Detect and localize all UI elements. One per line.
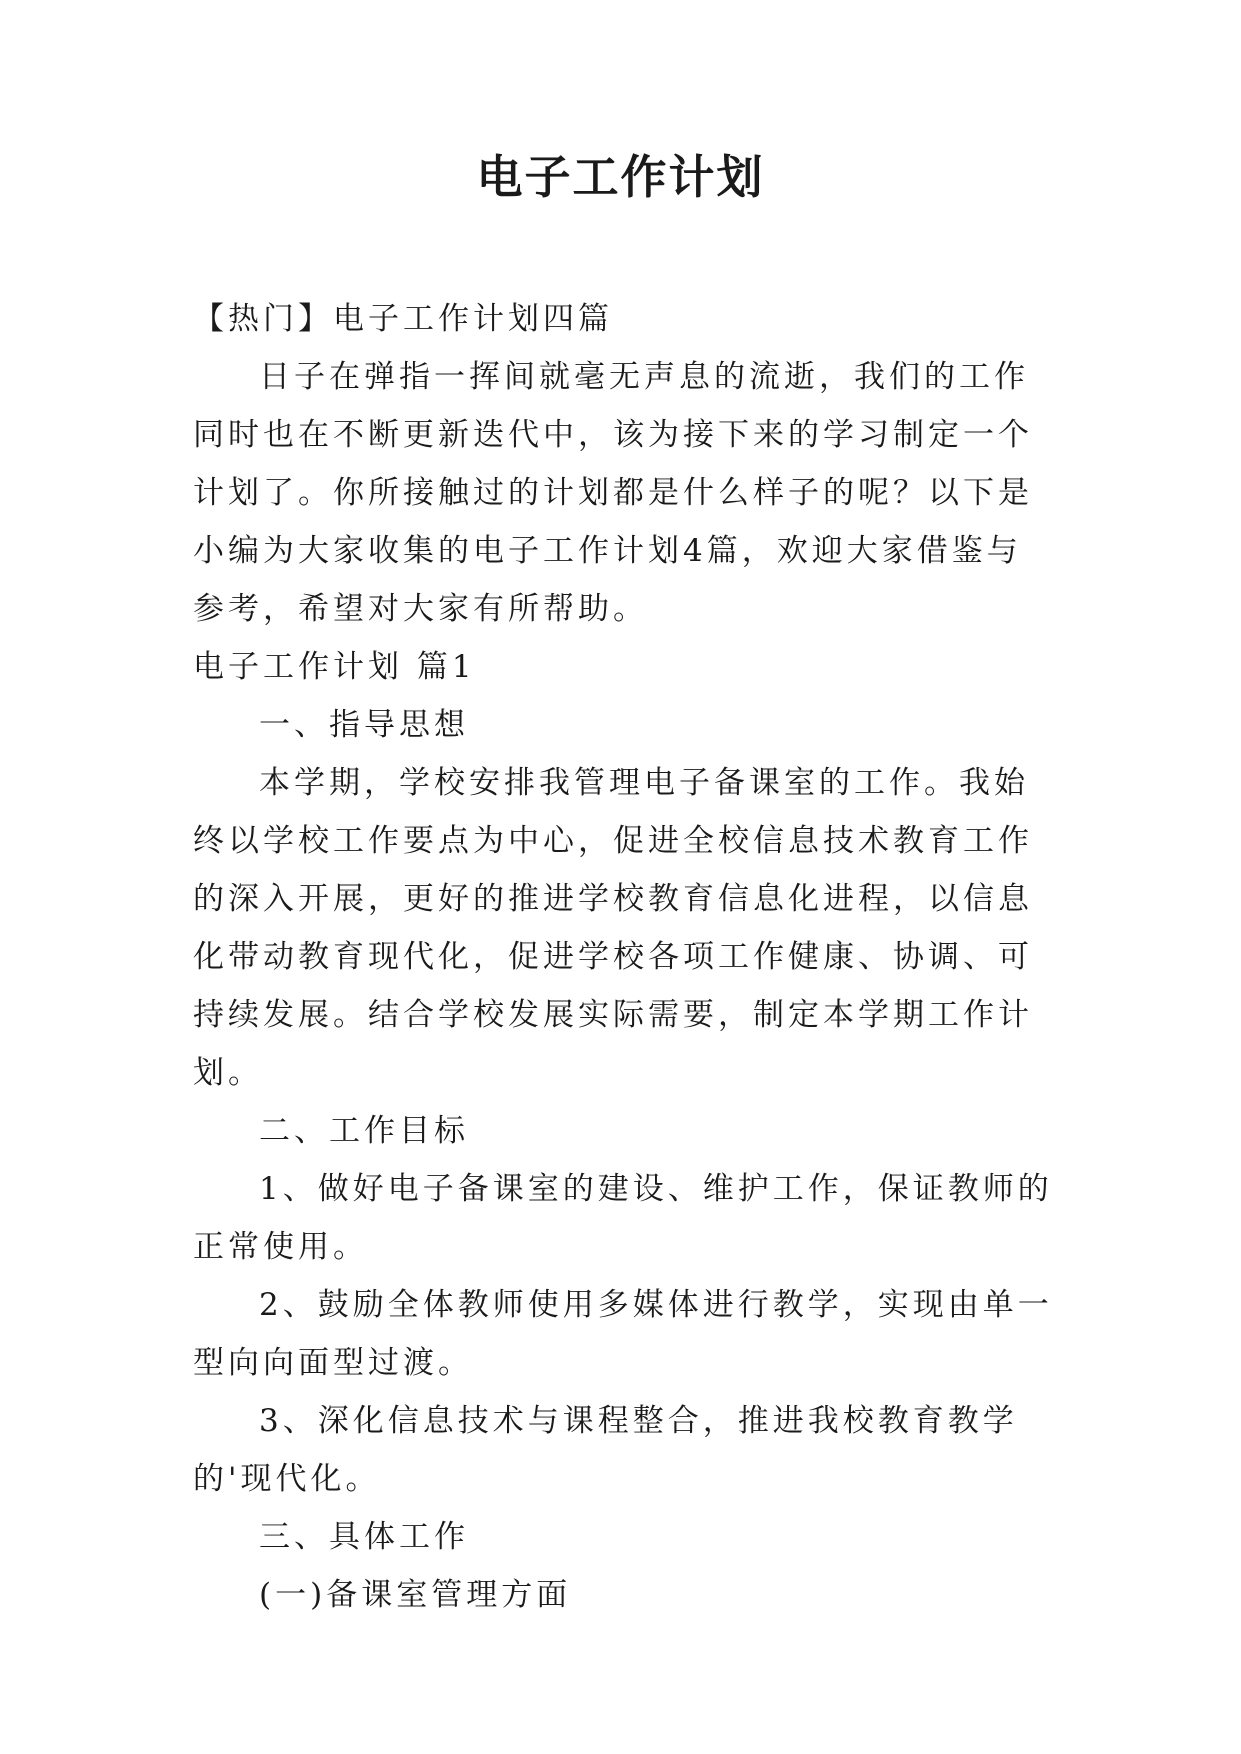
goal-item-1: 1、做好电子备课室的建设、维护工作，保证教师的正常使用。 [193,1171,1053,1265]
subheading-prep-room-management: (一)备课室管理方面 [259,1577,572,1613]
document-body [193,290,1053,1624]
goal-item-2: 2、鼓励全体教师使用多媒体进行教学，实现由单一型向向面型过渡。 [193,1287,1053,1381]
heading-specific-work: 三、具体工作 [259,1519,469,1555]
intro-paragraph: 日子在弹指一挥间就毫无声息的流逝，我们的工作同时也在不断更新迭代中，该为接下来的学习制定一个计划了。你所接触过的计划都是什么样子的呢？以下是小编为大家收集的电子工作计划4篇，欢迎大家借鉴与参考，希望对大家有所帮助。 [193,359,1033,627]
heading-work-goals: 二、工作目标 [259,1113,469,1149]
goal-item-3: 3、深化信息技术与课程整合，推进我校教育教学的'现代化。 [193,1403,1018,1497]
heading-guiding-thought: 一、指导思想 [259,707,469,743]
section-heading-part1: 电子工作计划 篇1 [193,649,476,685]
intro-heading: 【热门】电子工作计划四篇 [193,301,613,337]
paragraph-guiding-thought: 本学期，学校安排我管理电子备课室的工作。我始终以学校工作要点为中心，促进全校信息技术教育工作的深入开展，更好的推进学校教育信息化进程，以信息化带动教育现代化，促进学校各项工作健康、协调、可持续发展。结合学校发展实际需要，制定本学期工作计划。 [193,765,1033,1091]
document-title: 电子工作计划 [476,150,765,204]
